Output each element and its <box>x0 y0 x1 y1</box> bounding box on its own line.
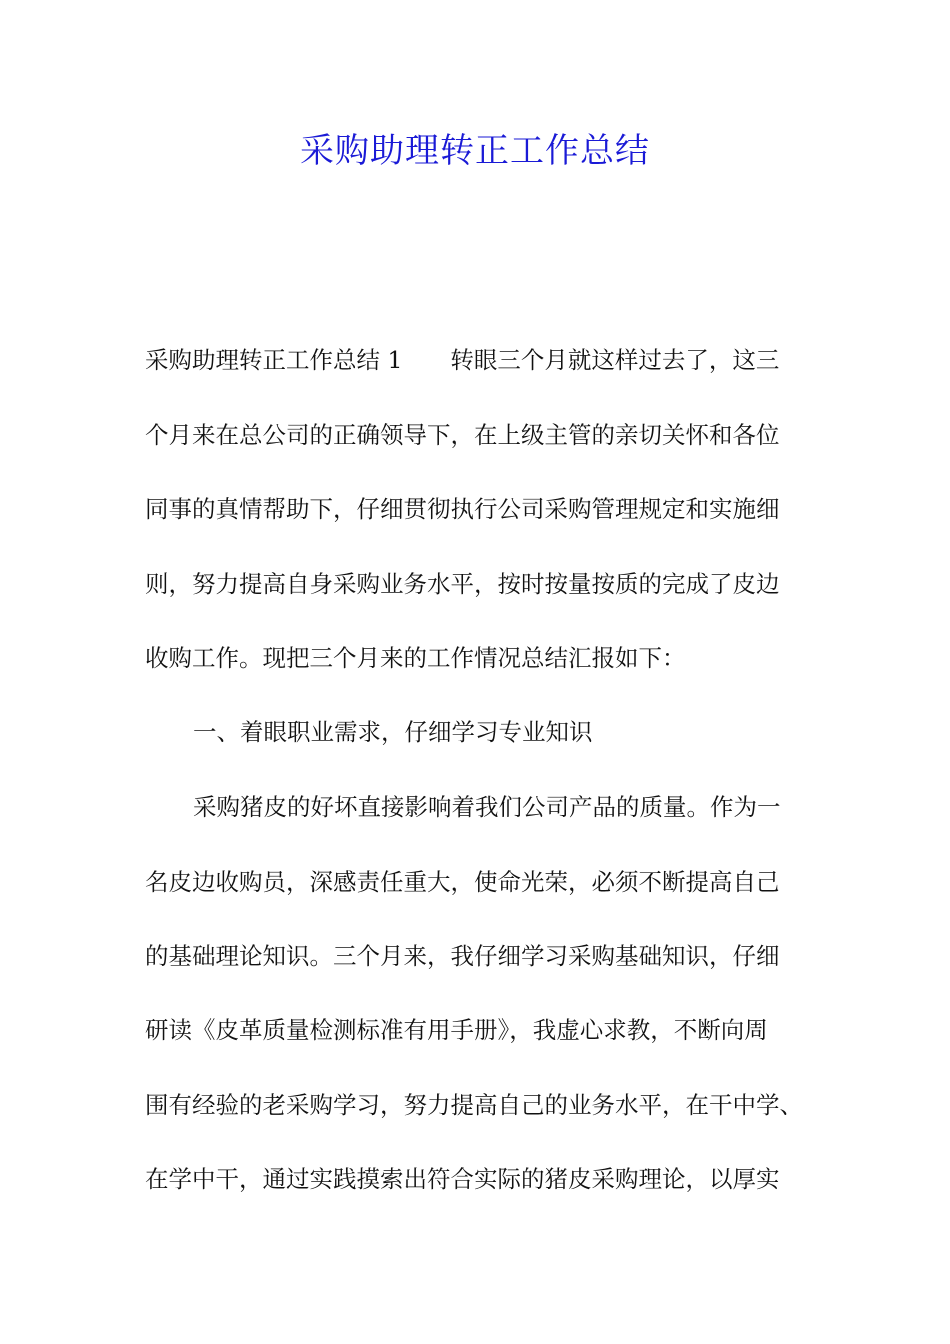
body-line-7: 采购猪皮的好坏直接影响着我们公司产品的质量。作为一 <box>193 793 781 821</box>
body-line-1-text: 转眼三个月就这样过去了，这三 <box>450 346 780 374</box>
body-line-3: 同事的真情帮助下，仔细贯彻执行公司采购管理规定和实施细 <box>145 495 780 523</box>
body-line-10: 研读《皮革质量检测标准有用手册》，我虚心求教，不断向周 <box>145 1016 768 1044</box>
body-line-4: 则，努力提高自身采购业务水平，按时按量按质的完成了皮边 <box>145 570 780 598</box>
body-line-1-heading: 采购助理转正工作总结 1 <box>145 346 403 374</box>
section-heading-1: 一、着眼职业需求，仔细学习专业知识 <box>193 718 593 746</box>
body-line-5: 收购工作。现把三个月来的工作情况总结汇报如下： <box>145 644 686 672</box>
document-title: 采购助理转正工作总结 <box>300 131 650 171</box>
body-line-2: 个月来在总公司的正确领导下，在上级主管的亲切关怀和各位 <box>145 421 780 449</box>
body-line-8: 名皮边收购员，深感责任重大，使命光荣，必须不断提高自己 <box>145 868 780 896</box>
body-line-11: 围有经验的老采购学习，努力提高自己的业务水平，在干中学、 <box>145 1091 803 1119</box>
body-line-12: 在学中干，通过实践摸索出符合实际的猪皮采购理论，以厚实 <box>145 1165 780 1193</box>
body-line-9: 的基础理论知识。三个月来，我仔细学习采购基础知识，仔细 <box>145 942 780 970</box>
body-line-1 <box>145 340 825 380</box>
